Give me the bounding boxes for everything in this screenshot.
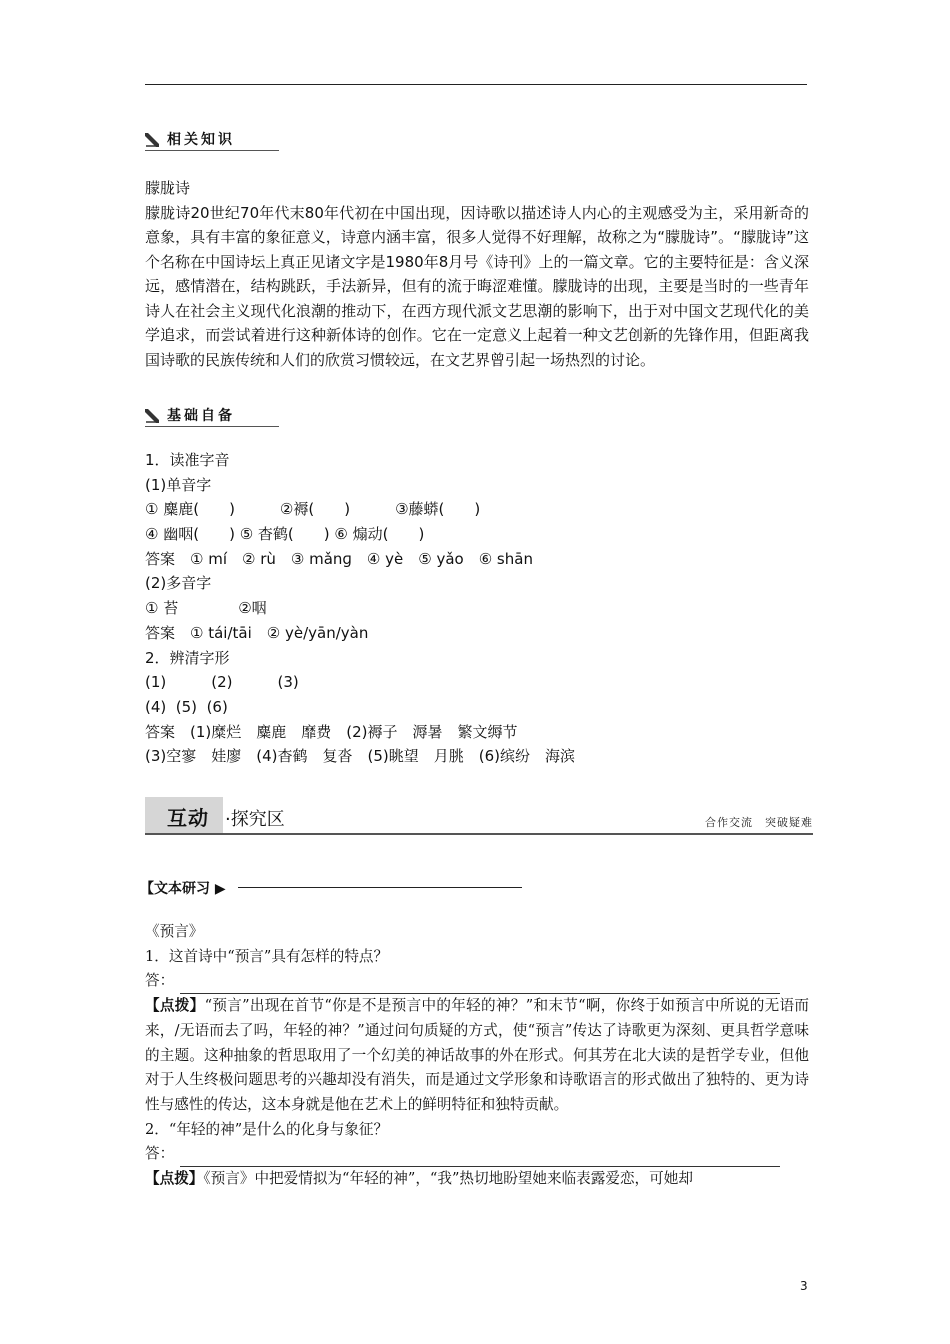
corner-mark-icon: [145, 133, 159, 147]
answer-label: 答：: [145, 972, 175, 990]
hint-label: 【点拨】: [145, 997, 205, 1015]
basics-answer: (3)空寥 娃廖 (4)杳鹤 复沓 (5)眺望 月朓 (6)缤纷 海滨: [145, 747, 575, 766]
poem-title: 《预言》: [145, 923, 204, 940]
answer-label: 答：: [145, 1145, 175, 1163]
related-title: 朦胧诗: [145, 179, 191, 197]
basics-line: (2)多音字: [145, 574, 212, 593]
banner-subtitle: ·探究区: [225, 809, 285, 830]
section-title: 基础自备: [167, 408, 235, 424]
section-title: 相关知识: [167, 132, 235, 148]
heading-underline: [145, 150, 279, 151]
corner-mark-icon: [145, 409, 159, 423]
banner-main-title: 互动: [167, 806, 209, 830]
basics-line: (1)单音字: [145, 475, 212, 494]
basics-line: ① 麋鹿( ) ②褥( ) ③藤蟒( ): [145, 500, 481, 519]
header-rule: [145, 84, 807, 85]
answer-blank[interactable]: [180, 979, 780, 994]
basics-line: 2．辨清字形: [145, 648, 230, 667]
related-knowledge-text: [145, 176, 809, 372]
hint-label: 【点拨】: [145, 1170, 204, 1188]
question-2: 2．“年轻的神”是什么的化身与象征？: [145, 1120, 389, 1138]
hint-text: 《预言》中把爱情拟为“年轻的神”，“我”热切地盼望她来临表露爱恋，可她却: [203, 1170, 693, 1188]
related-body: 朦胧诗20世纪70年代末80年代初在中国出现，因诗歌以描述诗人内心的主观感受为主，采用新奇的意象，具有丰富的象征意义，诗意内涵丰富，很多人觉得不好理解，故称之为“朦胧诗”。“朦胧诗”这个名称在中国诗坛上真正见诸文字是1980年8月号《诗刊》上的一篇文章。它的主要特征是：含义深远，感情潜在，结构跳跃，手法新异，但有的流于晦涩难懂。朦胧诗的出现，主要是当时的一些青年诗人在社会主义现代化浪潮的推动下，在西方现代派文艺思潮的影响下，出于对中国文艺现代化的美学追求，而尝试着进行这种新体诗的创作。它在一定意义上起着一种文艺创新的先锋作用，但距离我国诗歌的民族传统和人们的欣赏习惯较远，在文艺界曾引起一场热烈的讨论。: [145, 203, 809, 369]
section-heading-related-knowledge: [145, 131, 279, 151]
basics-line: ④ 幽咽( ) ⑤ 杳鹤( ) ⑥ 煽动( ): [145, 525, 425, 544]
answer-2: [145, 1142, 809, 1167]
answer-1: [145, 969, 809, 994]
basics-line: (4) (5) (6): [145, 697, 228, 716]
basics-line: (1) (2) (3): [145, 673, 299, 692]
heading-underline: [145, 426, 279, 427]
basics-line: ① 苔 ②咽: [145, 599, 267, 618]
text-study-heading: 【文本研习 ▶: [140, 881, 226, 897]
basics-answer: 答案 ① tái/tāi ② yè/yān/yàn: [145, 623, 369, 642]
hint-1: [145, 994, 809, 1118]
interactive-section-banner: [145, 797, 813, 837]
basics-content: [145, 448, 809, 769]
page-number: 3: [800, 1279, 808, 1293]
banner-rule: [145, 833, 813, 835]
hint-2: [145, 1167, 809, 1192]
basics-answer: 答案 (1)糜烂 麋鹿 靡费 (2)褥子 溽暑 繁文缛节: [145, 722, 518, 741]
answer-blank[interactable]: [180, 1152, 780, 1167]
question-1: 1．这首诗中“预言”具有怎样的特点？: [145, 947, 389, 965]
basics-line: 1．读准字音: [145, 451, 230, 469]
text-study-content: [145, 920, 809, 1192]
banner-tagline: 合作交流 突破疑难: [705, 816, 813, 829]
basics-answer: 答案 ① mí ② rù ③ mǎnɡ ④ yè ⑤ yǎo ⑥ shān: [145, 549, 533, 568]
section-heading-basics: [145, 407, 279, 427]
text-study-heading-line: [238, 887, 522, 888]
hint-text: “预言”出现在首节“你是不是预言中的年轻的神？”和末节“啊，你终于如预言中所说的无语而来，/无语而去了吗，年轻的神？”通过问句质疑的方式，使“预言”传达了诗歌更为深刻、更具哲学意味的主题。这种抽象的哲思取用了一个幻美的神话故事的外在形式。何其芳在北大读的是哲学专业，但他对于人生终极问题思考的兴趣却没有消失，而是通过文学形象和诗歌语言的形式做出了独特的、更为诗性与感性的传达，这本身就是他在艺术上的鲜明特征和独特贡献。: [145, 997, 809, 1113]
